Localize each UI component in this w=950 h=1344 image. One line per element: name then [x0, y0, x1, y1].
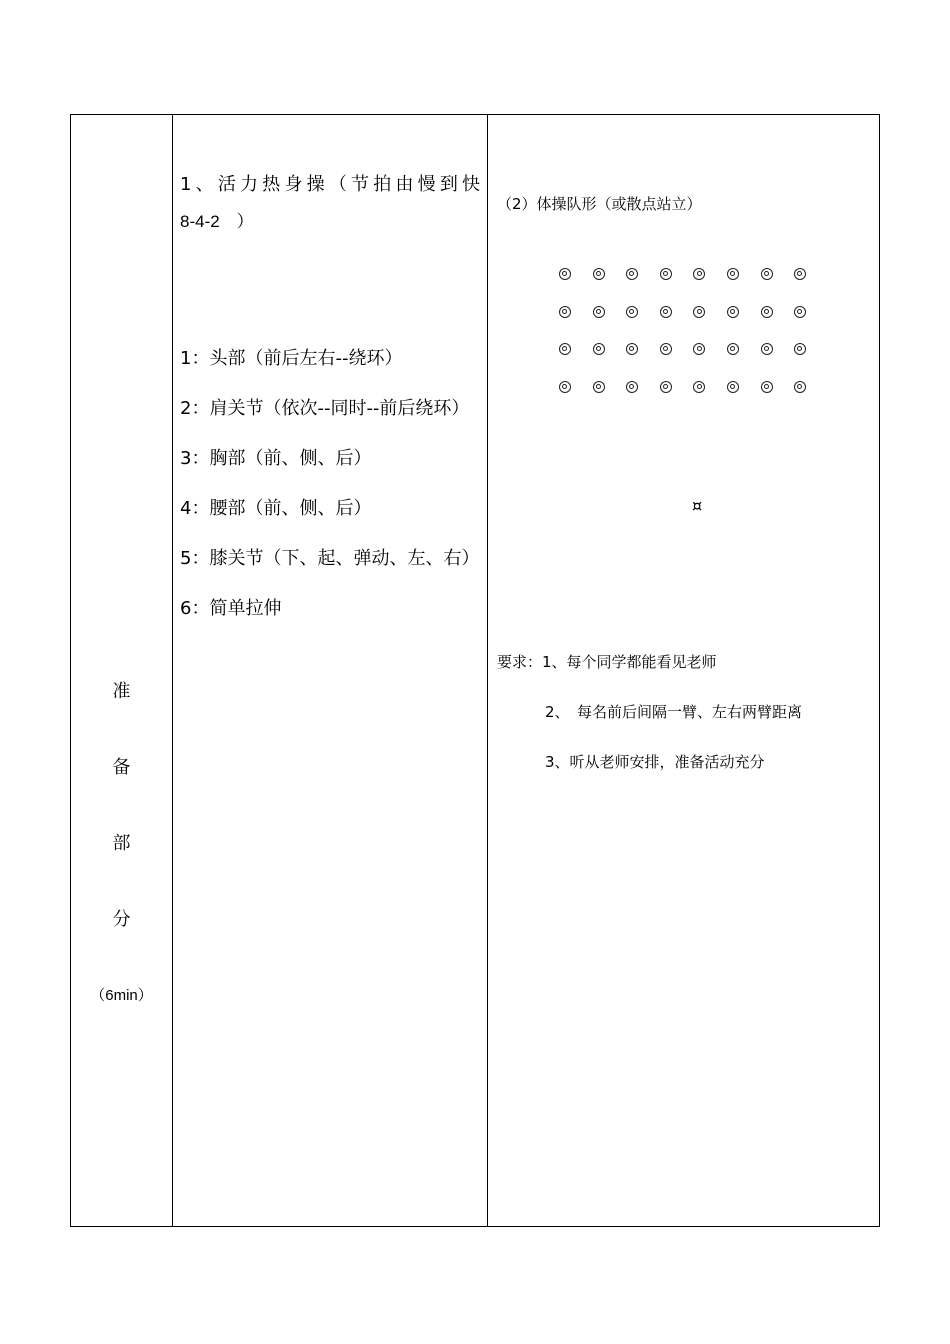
student-position-icon	[761, 343, 773, 355]
student-position-icon	[660, 381, 672, 393]
student-position-icon	[593, 381, 605, 393]
section-label-char: 分	[112, 909, 131, 930]
requirement-item: 2、 每名前后间隔一臂、左右两臂距离	[545, 703, 803, 721]
student-position-icon	[559, 268, 571, 280]
student-position-icon	[727, 268, 739, 280]
section-duration: （6min）	[90, 987, 153, 1004]
exercise-item: 6：简单拉伸	[180, 598, 282, 619]
exercise-title-beat: 8-4-2 ）	[180, 212, 254, 231]
student-position-icon	[660, 306, 672, 318]
student-position-icon	[559, 381, 571, 393]
student-position-icon	[693, 381, 705, 393]
exercise-title: 1、活力热身操（节拍由慢到快	[180, 174, 485, 195]
student-position-icon	[761, 381, 773, 393]
section-label-char: 部	[112, 833, 131, 854]
formation-title: （2）体操队形（或散点站立）	[497, 195, 702, 213]
student-position-icon	[559, 343, 571, 355]
student-position-icon	[626, 381, 638, 393]
exercise-item: 1：头部（前后左右--绕环）	[180, 348, 403, 369]
teacher-position-icon: ¤	[692, 496, 703, 515]
student-position-icon	[794, 343, 806, 355]
student-position-icon	[660, 268, 672, 280]
student-position-icon	[593, 306, 605, 318]
section-label-char: 备	[112, 757, 131, 778]
requirement-item: 3、听从老师安排，准备活动充分	[545, 753, 765, 771]
requirement-item: 要求：1、每个同学都能看见老师	[497, 653, 717, 671]
exercise-item: 4：腰部（前、侧、后）	[180, 498, 372, 519]
student-position-icon	[794, 268, 806, 280]
student-position-icon	[761, 306, 773, 318]
student-position-icon	[626, 306, 638, 318]
student-position-icon	[693, 268, 705, 280]
student-position-icon	[761, 268, 773, 280]
student-position-icon	[794, 306, 806, 318]
student-position-icon	[693, 306, 705, 318]
student-position-icon	[593, 268, 605, 280]
student-position-icon	[727, 306, 739, 318]
student-position-icon	[626, 343, 638, 355]
student-position-icon	[593, 343, 605, 355]
formation-diagram	[487, 268, 817, 408]
student-position-icon	[794, 381, 806, 393]
student-position-icon	[660, 343, 672, 355]
exercise-item: 5：膝关节（下、起、弹动、左、右）	[180, 548, 480, 569]
student-position-icon	[559, 306, 571, 318]
exercise-item: 2：肩关节（依次--同时--前后绕环）	[180, 398, 470, 419]
student-position-icon	[727, 343, 739, 355]
column-divider-1	[172, 115, 173, 1226]
student-position-icon	[727, 381, 739, 393]
exercise-item: 3：胸部（前、侧、后）	[180, 448, 372, 469]
student-position-icon	[693, 343, 705, 355]
section-label-char: 准	[112, 681, 131, 702]
student-position-icon	[626, 268, 638, 280]
